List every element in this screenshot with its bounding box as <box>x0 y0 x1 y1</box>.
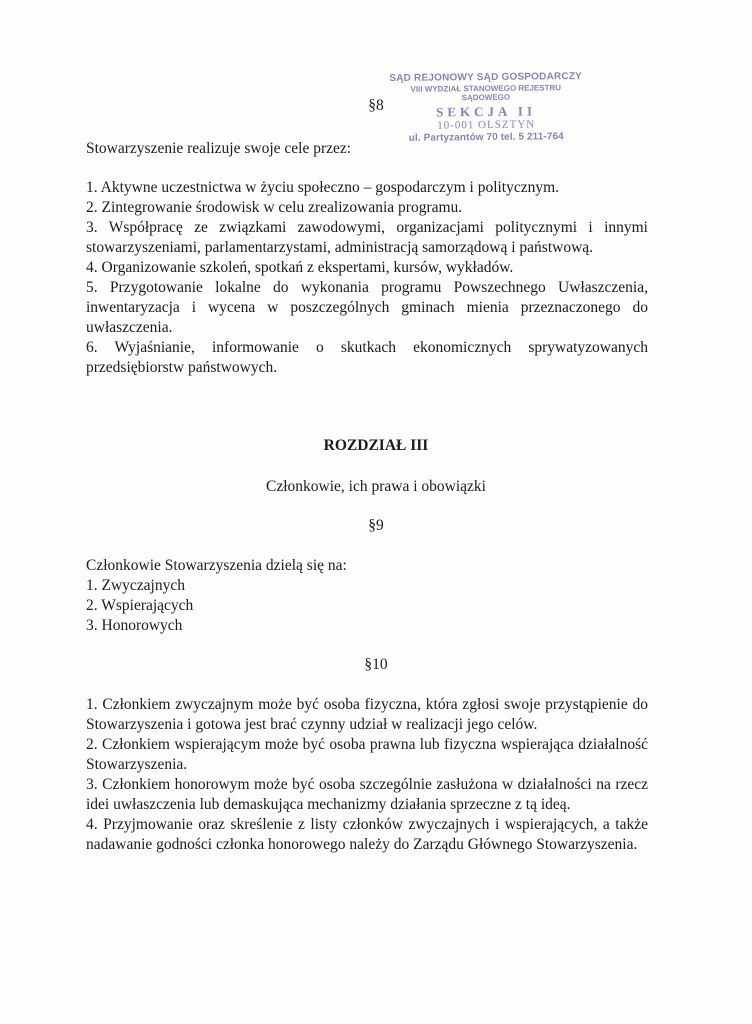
section-8-item-6: 6. Wyjaśnianie, informowanie o skutkach ekonomicznych sprywatyzowanych przedsiębiorstw państwowych. <box>86 339 648 376</box>
section-8-item-2: 2. Zintegrowanie środowisk w celu zrealizowania programu. <box>86 199 463 216</box>
section-9-heading: §9 <box>368 517 384 534</box>
section-10-item-3: 3. Członkiem honorowym może być osoba szczególnie zasłużona w działalności na rzecz idei uwłaszczenia lub demaskująca mechanizmy działania sprzeczne z tą ideą. <box>86 776 648 813</box>
stamp-line-2: VIII WYDZIAŁ STANOWEGO REJESTRU SĄDOWEGO <box>410 83 562 103</box>
section-9-item-1: 1. Zwyczajnych <box>86 577 185 594</box>
section-8-heading: §8 <box>368 97 384 114</box>
section-10-item-1: 1. Członkiem zwyczajnym może być osoba fizyczna, która zgłosi swoje przystąpienie do Stowarzyszenia i gotowa jest brać czynny udział w realizacji jego celów. <box>86 696 648 733</box>
section-10-heading: §10 <box>364 656 388 673</box>
section-8-item-4: 4. Organizowanie szkoleń, spotkań z ekspertami, kursów, wykładów. <box>86 259 514 276</box>
stamp-line-4: 10-001 OLSZTYN <box>437 118 536 132</box>
section-9-item-3: 3. Honorowych <box>86 617 183 634</box>
section-10-item-4: 4. Przyjmowanie oraz skreślenie z listy członków zwyczajnych i wspierających, a także nadawanie godności członka honorowego należy do Zarządu Głównego Stowarzyszenia. <box>86 816 648 853</box>
section-10-list <box>86 695 648 855</box>
section-8-item-1: 1. Aktywne uczestnictwa w życiu społeczno – gospodarczym i politycznym. <box>86 179 560 196</box>
stamp-line-1: SĄD REJONOWY SĄD GOSPODARCZY <box>389 70 583 85</box>
stamp-line-3: SEKCJA II <box>435 103 537 120</box>
section-9-item-2: 2. Wspierających <box>86 597 194 614</box>
chapter-subtitle: Członkowie, ich prawa i obowiązki <box>266 478 486 495</box>
stamp-line-5: ul. Partyzantów 70 tel. 5 211-764 <box>408 131 564 144</box>
section-8-item-5: 5. Przygotowanie lokalne do wykonania programu Powszechnego Uwłaszczenia, inwentaryzacja i wycena w poszczególnych gminach mienia przeznaczonego do uwłaszczenia. <box>86 279 648 336</box>
chapter-title: ROZDZIAŁ III <box>323 437 429 454</box>
section-8-list <box>86 178 648 378</box>
section-8-intro: Stowarzyszenie realizuje swoje cele przez: <box>86 140 352 157</box>
section-8-item-3: 3. Współpracę ze związkami zawodowymi, organizacjami politycznymi i innymi stowarzyszeniami, parlamentarzystami, administracją samorządową i państwową. <box>86 219 648 256</box>
section-9-list <box>86 556 648 636</box>
section-10-item-2: 2. Członkiem wspierającym może być osoba prawna lub fizyczna wspierająca działalność Stowarzyszenia. <box>86 736 648 773</box>
section-9-intro: Członkowie Stowarzyszenia dzielą się na: <box>86 557 347 574</box>
